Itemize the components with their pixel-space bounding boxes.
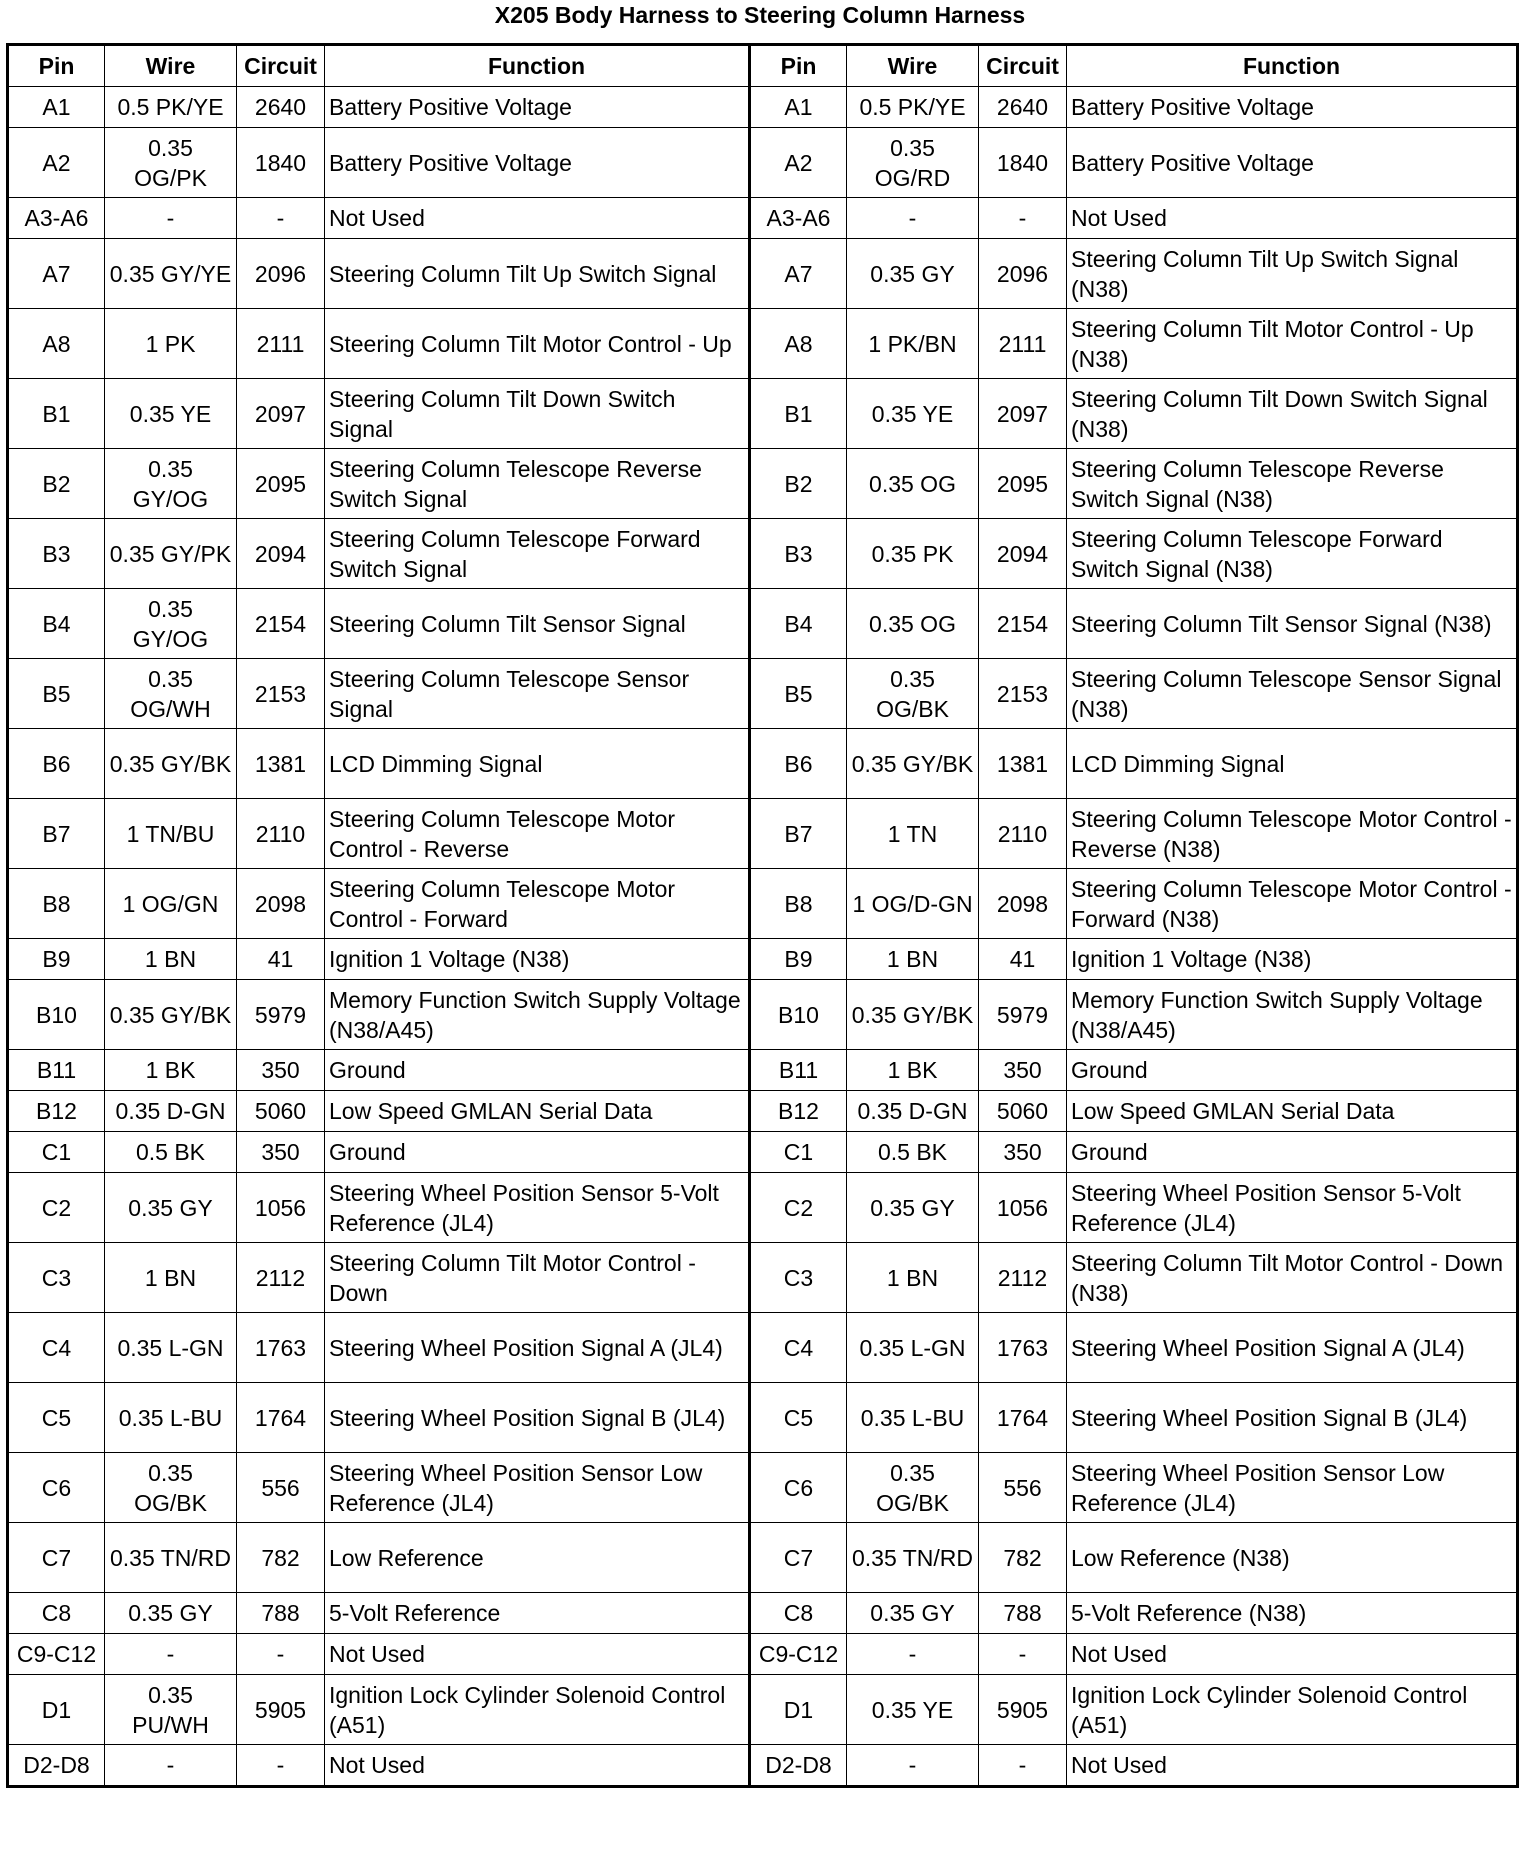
table-row [8, 1634, 1518, 1675]
circuit-cell-left: 350 [237, 1050, 325, 1091]
function-cell-left: Ground [325, 1050, 750, 1091]
wire-cell-left: 0.35 TN/RD [105, 1523, 237, 1593]
wire-cell-left: 0.35 OG/WH [105, 659, 237, 729]
function-cell-left: Steering Column Telescope Motor Control - Forward [325, 869, 750, 939]
wire-cell-left: - [105, 1745, 237, 1787]
function-cell-right: Not Used [1067, 1745, 1518, 1787]
circuit-cell-right: 788 [979, 1593, 1067, 1634]
wire-cell-right: 0.5 PK/YE [847, 87, 979, 128]
table-row [8, 1132, 1518, 1173]
circuit-cell-left: 1764 [237, 1383, 325, 1453]
wire-cell-left: 0.35 L-BU [105, 1383, 237, 1453]
wire-cell-left: 0.5 PK/YE [105, 87, 237, 128]
pin-cell-right: C3 [750, 1243, 847, 1313]
circuit-cell-left: - [237, 1634, 325, 1675]
function-cell-right: Not Used [1067, 198, 1518, 239]
function-cell-right: Steering Column Tilt Up Switch Signal (N38) [1067, 239, 1518, 309]
function-cell-left: Steering Wheel Position Signal B (JL4) [325, 1383, 750, 1453]
table-row [8, 309, 1518, 379]
pin-cell: B7 [8, 799, 105, 869]
wire-cell-left: 1 BN [105, 1243, 237, 1313]
function-cell-right: Steering Column Telescope Motor Control - Forward (N38) [1067, 869, 1518, 939]
pin-cell-right: B3 [750, 519, 847, 589]
circuit-cell-left: 2640 [237, 87, 325, 128]
pin-cell-right: A3-A6 [750, 198, 847, 239]
pin-cell-right: C2 [750, 1173, 847, 1243]
function-cell-left: Steering Column Tilt Up Switch Signal [325, 239, 750, 309]
function-cell-right: Ignition 1 Voltage (N38) [1067, 939, 1518, 980]
pin-cell: A7 [8, 239, 105, 309]
function-cell-left: Low Speed GMLAN Serial Data [325, 1091, 750, 1132]
function-cell-left: Steering Column Telescope Sensor Signal [325, 659, 750, 729]
wire-cell-left: 1 OG/GN [105, 869, 237, 939]
circuit-cell-left: 2112 [237, 1243, 325, 1313]
wire-cell-left: 1 BK [105, 1050, 237, 1091]
function-cell-right: Steering Wheel Position Sensor Low Reference (JL4) [1067, 1453, 1518, 1523]
circuit-cell-right: 41 [979, 939, 1067, 980]
wire-cell-left: 0.35 L-GN [105, 1313, 237, 1383]
circuit-cell-right: 2096 [979, 239, 1067, 309]
header-function-left: Function [325, 45, 750, 87]
wire-cell-right: 0.35 GY/BK [847, 980, 979, 1050]
pin-cell: D2-D8 [8, 1745, 105, 1787]
circuit-cell-right: 2098 [979, 869, 1067, 939]
pin-cell: B2 [8, 449, 105, 519]
table-row [8, 1593, 1518, 1634]
circuit-cell-left: 2154 [237, 589, 325, 659]
circuit-cell-left: 2111 [237, 309, 325, 379]
circuit-cell-right: - [979, 1634, 1067, 1675]
circuit-cell-right: - [979, 1745, 1067, 1787]
wire-cell-right: 0.35 OG/RD [847, 128, 979, 198]
circuit-cell-right: 350 [979, 1132, 1067, 1173]
table-row [8, 379, 1518, 449]
pin-cell: B11 [8, 1050, 105, 1091]
function-cell-right: Steering Column Telescope Sensor Signal (N38) [1067, 659, 1518, 729]
function-cell-right: Steering Column Tilt Motor Control - Up (N38) [1067, 309, 1518, 379]
pin-cell-right: B8 [750, 869, 847, 939]
circuit-cell-right: 1763 [979, 1313, 1067, 1383]
function-cell-right: Steering Wheel Position Signal B (JL4) [1067, 1383, 1518, 1453]
wire-cell-right: 0.35 GY [847, 1173, 979, 1243]
wire-cell-right: 0.35 PK [847, 519, 979, 589]
table-row [8, 729, 1518, 799]
function-cell-left: Not Used [325, 1745, 750, 1787]
pin-cell: A2 [8, 128, 105, 198]
table-row [8, 1173, 1518, 1243]
wire-cell-right: 0.35 TN/RD [847, 1523, 979, 1593]
wire-cell-right: 0.35 L-BU [847, 1383, 979, 1453]
function-cell-right: Battery Positive Voltage [1067, 87, 1518, 128]
wire-cell-right: 0.35 OG/BK [847, 1453, 979, 1523]
pin-cell: A1 [8, 87, 105, 128]
function-cell-left: Battery Positive Voltage [325, 87, 750, 128]
function-cell-right: Memory Function Switch Supply Voltage (N38/A45) [1067, 980, 1518, 1050]
wire-cell-right: 0.35 GY [847, 239, 979, 309]
circuit-cell-right: 2154 [979, 589, 1067, 659]
function-cell-right: Steering Wheel Position Sensor 5-Volt Reference (JL4) [1067, 1173, 1518, 1243]
circuit-cell-right: 1764 [979, 1383, 1067, 1453]
function-cell-left: Low Reference [325, 1523, 750, 1593]
circuit-cell-left: 788 [237, 1593, 325, 1634]
pin-cell-right: A8 [750, 309, 847, 379]
circuit-cell-left: 556 [237, 1453, 325, 1523]
function-cell-left: Steering Column Tilt Sensor Signal [325, 589, 750, 659]
function-cell-right: Ground [1067, 1050, 1518, 1091]
pin-cell: B3 [8, 519, 105, 589]
table-row [8, 1675, 1518, 1745]
pin-cell-right: C7 [750, 1523, 847, 1593]
wire-cell-right: 0.35 GY/BK [847, 729, 979, 799]
pin-cell: C3 [8, 1243, 105, 1313]
wire-cell-left: 0.35 GY/OG [105, 589, 237, 659]
pin-cell: C1 [8, 1132, 105, 1173]
function-cell-left: Steering Column Tilt Motor Control - Down [325, 1243, 750, 1313]
header-wire-right: Wire [847, 45, 979, 87]
function-cell-right: Ignition Lock Cylinder Solenoid Control (A51) [1067, 1675, 1518, 1745]
wire-cell-left: 0.35 OG/PK [105, 128, 237, 198]
function-cell-right: Not Used [1067, 1634, 1518, 1675]
table-title: X205 Body Harness to Steering Column Harness [494, 2, 1026, 28]
table-row [8, 939, 1518, 980]
circuit-cell-left: 1763 [237, 1313, 325, 1383]
header-pin-right: Pin [750, 45, 847, 87]
wire-cell-right: 1 OG/D-GN [847, 869, 979, 939]
pin-cell-right: B4 [750, 589, 847, 659]
function-cell-right: Steering Column Telescope Reverse Switch Signal (N38) [1067, 449, 1518, 519]
wire-cell-left: 0.35 GY/PK [105, 519, 237, 589]
function-cell-left: Steering Column Telescope Forward Switch Signal [325, 519, 750, 589]
wire-cell-right: 1 BN [847, 1243, 979, 1313]
pin-cell-right: B2 [750, 449, 847, 519]
function-cell-left: Ignition Lock Cylinder Solenoid Control (A51) [325, 1675, 750, 1745]
function-cell-left: Memory Function Switch Supply Voltage (N38/A45) [325, 980, 750, 1050]
table-row [8, 799, 1518, 869]
pin-cell-right: C8 [750, 1593, 847, 1634]
wire-cell-right: 0.5 BK [847, 1132, 979, 1173]
header-row [8, 45, 1518, 87]
wire-cell-left: 0.35 YE [105, 379, 237, 449]
wire-cell-left: 0.35 GY/OG [105, 449, 237, 519]
wire-cell-right: - [847, 1745, 979, 1787]
pin-cell-right: B5 [750, 659, 847, 729]
circuit-cell-left: 5060 [237, 1091, 325, 1132]
wire-cell-left: 0.5 BK [105, 1132, 237, 1173]
function-cell-left: 5-Volt Reference [325, 1593, 750, 1634]
function-cell-right: Steering Column Tilt Sensor Signal (N38) [1067, 589, 1518, 659]
function-cell-left: Steering Wheel Position Sensor 5-Volt Reference (JL4) [325, 1173, 750, 1243]
circuit-cell-right: 2095 [979, 449, 1067, 519]
wire-cell-right: 0.35 L-GN [847, 1313, 979, 1383]
circuit-cell-right: 2094 [979, 519, 1067, 589]
circuit-cell-right: 5060 [979, 1091, 1067, 1132]
pin-cell-right: C5 [750, 1383, 847, 1453]
function-cell-left: LCD Dimming Signal [325, 729, 750, 799]
pin-cell: B5 [8, 659, 105, 729]
wire-cell-left: 0.35 GY/BK [105, 980, 237, 1050]
pin-cell-right: B7 [750, 799, 847, 869]
pin-cell: B8 [8, 869, 105, 939]
circuit-cell-left: 41 [237, 939, 325, 980]
wire-cell-right: 0.35 OG [847, 589, 979, 659]
function-cell-left: Steering Column Tilt Down Switch Signal [325, 379, 750, 449]
table-row [8, 449, 1518, 519]
pin-cell-right: D1 [750, 1675, 847, 1745]
function-cell-right: Steering Column Telescope Motor Control - Reverse (N38) [1067, 799, 1518, 869]
wire-cell-left: 1 BN [105, 939, 237, 980]
function-cell-right: Steering Wheel Position Signal A (JL4) [1067, 1313, 1518, 1383]
wire-cell-left: 0.35 D-GN [105, 1091, 237, 1132]
pin-cell: B10 [8, 980, 105, 1050]
pin-cell: C5 [8, 1383, 105, 1453]
circuit-cell-right: 350 [979, 1050, 1067, 1091]
circuit-cell-left: 5905 [237, 1675, 325, 1745]
wire-cell-right: 1 BK [847, 1050, 979, 1091]
circuit-cell-left: - [237, 198, 325, 239]
wire-cell-right: - [847, 198, 979, 239]
wire-cell-right: - [847, 1634, 979, 1675]
wire-cell-left: 0.35 GY [105, 1593, 237, 1634]
pin-cell-right: B12 [750, 1091, 847, 1132]
table-row [8, 198, 1518, 239]
wire-cell-right: 0.35 YE [847, 1675, 979, 1745]
table-row [8, 1050, 1518, 1091]
table-row [8, 239, 1518, 309]
table-row [8, 128, 1518, 198]
pin-cell: A3-A6 [8, 198, 105, 239]
circuit-cell-right: 2112 [979, 1243, 1067, 1313]
function-cell-right: Battery Positive Voltage [1067, 128, 1518, 198]
circuit-cell-right: - [979, 198, 1067, 239]
function-cell-right: Low Speed GMLAN Serial Data [1067, 1091, 1518, 1132]
circuit-cell-right: 1840 [979, 128, 1067, 198]
function-cell-left: Steering Column Tilt Motor Control - Up [325, 309, 750, 379]
pin-cell-right: C1 [750, 1132, 847, 1173]
pin-cell-right: B11 [750, 1050, 847, 1091]
wire-cell-left: 0.35 GY/BK [105, 729, 237, 799]
table-row [8, 1745, 1518, 1787]
pin-cell: C2 [8, 1173, 105, 1243]
table-row [8, 589, 1518, 659]
wire-cell-left: 1 PK [105, 309, 237, 379]
pin-cell: C9-C12 [8, 1634, 105, 1675]
table-row [8, 519, 1518, 589]
circuit-cell-left: 1840 [237, 128, 325, 198]
circuit-cell-right: 556 [979, 1453, 1067, 1523]
wire-cell-left: - [105, 198, 237, 239]
pin-cell-right: C9-C12 [750, 1634, 847, 1675]
circuit-cell-right: 2111 [979, 309, 1067, 379]
function-cell-right: 5-Volt Reference (N38) [1067, 1593, 1518, 1634]
function-cell-left: Ground [325, 1132, 750, 1173]
circuit-cell-right: 782 [979, 1523, 1067, 1593]
pin-cell: B6 [8, 729, 105, 799]
wire-cell-left: 0.35 PU/WH [105, 1675, 237, 1745]
table-row [8, 87, 1518, 128]
pin-cell: B1 [8, 379, 105, 449]
circuit-cell-right: 1381 [979, 729, 1067, 799]
pin-cell: C4 [8, 1313, 105, 1383]
wire-cell-right: 1 TN [847, 799, 979, 869]
function-cell-right: Steering Column Tilt Down Switch Signal (N38) [1067, 379, 1518, 449]
circuit-cell-left: 2110 [237, 799, 325, 869]
pin-cell-right: B10 [750, 980, 847, 1050]
pin-cell-right: B9 [750, 939, 847, 980]
header-function-right: Function [1067, 45, 1518, 87]
function-cell-left: Ignition 1 Voltage (N38) [325, 939, 750, 980]
function-cell-right: Steering Column Tilt Motor Control - Down (N38) [1067, 1243, 1518, 1313]
pin-cell: B9 [8, 939, 105, 980]
circuit-cell-right: 5979 [979, 980, 1067, 1050]
wire-cell-left: 0.35 GY/YE [105, 239, 237, 309]
pin-cell: B12 [8, 1091, 105, 1132]
table-row [8, 1313, 1518, 1383]
wire-cell-right: 0.35 D-GN [847, 1091, 979, 1132]
table-row [8, 1091, 1518, 1132]
pinout-table [6, 43, 1519, 1788]
circuit-cell-left: - [237, 1745, 325, 1787]
pin-cell-right: C6 [750, 1453, 847, 1523]
circuit-cell-right: 5905 [979, 1675, 1067, 1745]
table-body [8, 87, 1518, 1787]
table-row [8, 1453, 1518, 1523]
wire-cell-right: 1 BN [847, 939, 979, 980]
wire-cell-left: 0.35 GY [105, 1173, 237, 1243]
wire-cell-right: 0.35 YE [847, 379, 979, 449]
header-circuit-left: Circuit [237, 45, 325, 87]
circuit-cell-left: 2094 [237, 519, 325, 589]
circuit-cell-left: 1056 [237, 1173, 325, 1243]
pin-cell: A8 [8, 309, 105, 379]
wire-cell-right: 0.35 OG [847, 449, 979, 519]
function-cell-left: Not Used [325, 198, 750, 239]
wire-cell-right: 0.35 OG/BK [847, 659, 979, 729]
pin-cell-right: D2-D8 [750, 1745, 847, 1787]
circuit-cell-left: 350 [237, 1132, 325, 1173]
circuit-cell-left: 2098 [237, 869, 325, 939]
wire-cell-right: 1 PK/BN [847, 309, 979, 379]
pin-cell-right: A7 [750, 239, 847, 309]
circuit-cell-left: 2096 [237, 239, 325, 309]
pin-cell: C8 [8, 1593, 105, 1634]
function-cell-left: Steering Column Telescope Motor Control - Reverse [325, 799, 750, 869]
function-cell-right: Low Reference (N38) [1067, 1523, 1518, 1593]
wire-cell-right: 0.35 GY [847, 1593, 979, 1634]
wire-cell-left: 0.35 OG/BK [105, 1453, 237, 1523]
table-row [8, 869, 1518, 939]
circuit-cell-left: 2095 [237, 449, 325, 519]
circuit-cell-right: 2153 [979, 659, 1067, 729]
function-cell-right: LCD Dimming Signal [1067, 729, 1518, 799]
pin-cell-right: C4 [750, 1313, 847, 1383]
circuit-cell-right: 1056 [979, 1173, 1067, 1243]
function-cell-left: Steering Wheel Position Signal A (JL4) [325, 1313, 750, 1383]
table-row [8, 1243, 1518, 1313]
wire-cell-left: - [105, 1634, 237, 1675]
function-cell-left: Battery Positive Voltage [325, 128, 750, 198]
header-wire-left: Wire [105, 45, 237, 87]
pin-cell: D1 [8, 1675, 105, 1745]
circuit-cell-left: 782 [237, 1523, 325, 1593]
pin-cell: C6 [8, 1453, 105, 1523]
table-row [8, 659, 1518, 729]
circuit-cell-right: 2097 [979, 379, 1067, 449]
pin-cell-right: B6 [750, 729, 847, 799]
function-cell-right: Ground [1067, 1132, 1518, 1173]
wire-cell-left: 1 TN/BU [105, 799, 237, 869]
pin-cell-right: B1 [750, 379, 847, 449]
pin-cell: B4 [8, 589, 105, 659]
table-row [8, 1523, 1518, 1593]
circuit-cell-left: 5979 [237, 980, 325, 1050]
function-cell-left: Steering Wheel Position Sensor Low Reference (JL4) [325, 1453, 750, 1523]
function-cell-right: Steering Column Telescope Forward Switch Signal (N38) [1067, 519, 1518, 589]
pin-cell-right: A1 [750, 87, 847, 128]
circuit-cell-right: 2110 [979, 799, 1067, 869]
table-row [8, 1383, 1518, 1453]
function-cell-left: Steering Column Telescope Reverse Switch Signal [325, 449, 750, 519]
function-cell-left: Not Used [325, 1634, 750, 1675]
header-circuit-right: Circuit [979, 45, 1067, 87]
circuit-cell-right: 2640 [979, 87, 1067, 128]
circuit-cell-left: 2153 [237, 659, 325, 729]
circuit-cell-left: 2097 [237, 379, 325, 449]
circuit-cell-left: 1381 [237, 729, 325, 799]
pin-cell-right: A2 [750, 128, 847, 198]
header-pin-left: Pin [8, 45, 105, 87]
pin-cell: C7 [8, 1523, 105, 1593]
table-row [8, 980, 1518, 1050]
